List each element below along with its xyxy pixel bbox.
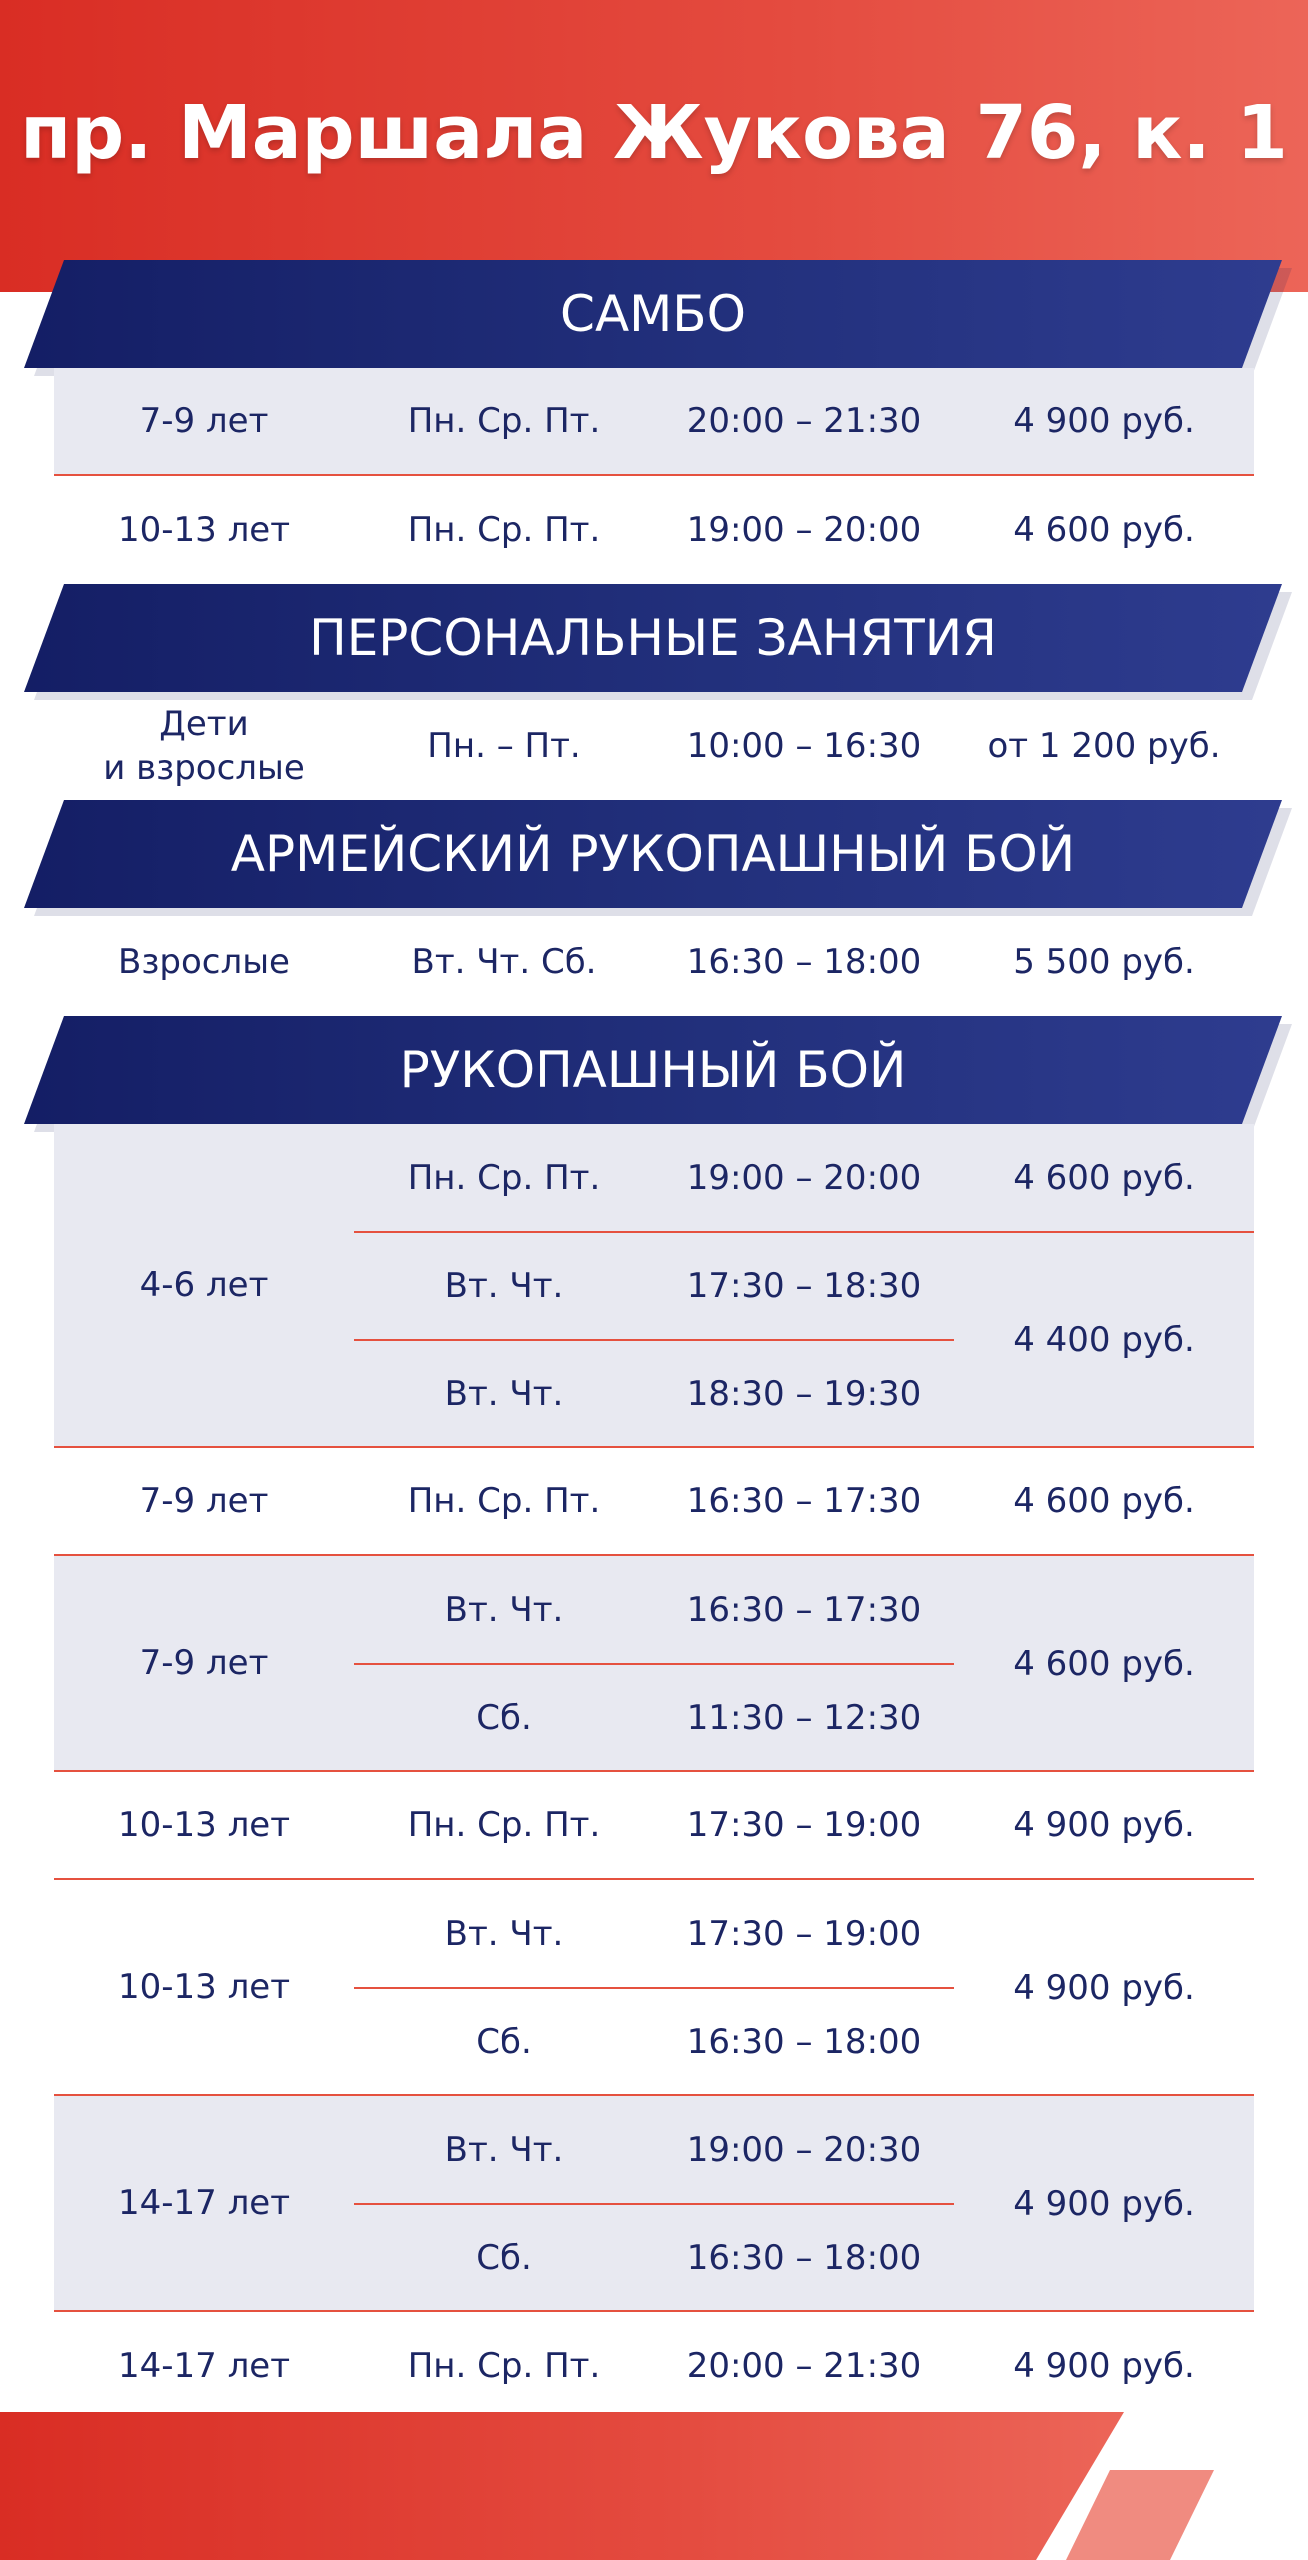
time-cell: 17:30 – 19:00 <box>686 1805 922 1845</box>
table-subrow <box>354 1880 954 1988</box>
time-cell: 16:30 – 17:30 <box>686 1481 922 1521</box>
age-cell: 7-9 лет <box>139 1643 269 1683</box>
days-cell: Вт. Чт. Сб. <box>411 942 597 982</box>
price-cell: 5 500 руб. <box>1013 942 1195 982</box>
table-row-group <box>54 1556 1254 1772</box>
table-subrow <box>354 1556 954 1664</box>
table-subrow <box>354 1664 954 1772</box>
section-banner-army <box>24 800 1282 908</box>
time-cell: 18:30 – 19:30 <box>686 1374 922 1414</box>
time-cell: 17:30 – 19:00 <box>686 1914 922 1954</box>
time-cell: 16:30 – 18:00 <box>686 2238 922 2278</box>
time-cell: 16:30 – 18:00 <box>686 2022 922 2062</box>
days-cell: Сб. <box>476 2238 532 2278</box>
price-cell: 4 900 руб. <box>1013 2346 1195 2386</box>
table-subrow <box>354 1988 954 2096</box>
footer-red-band <box>0 2412 1124 2560</box>
age-cell: 7-9 лет <box>139 401 269 441</box>
table-row <box>54 2312 1254 2420</box>
table-subrow <box>354 2096 954 2204</box>
days-cell: Вт. Чт. <box>444 1590 564 1630</box>
footer-decoration <box>0 2412 1308 2560</box>
days-cell: Пн. Ср. Пт. <box>407 401 601 441</box>
table-row-group <box>54 1124 1254 1448</box>
days-cell: Пн. Ср. Пт. <box>407 1805 601 1845</box>
table-subrow <box>354 2204 954 2312</box>
section-banner-sambo <box>24 260 1282 368</box>
table-subrow <box>354 1232 954 1340</box>
age-line: Дети <box>159 704 249 744</box>
time-cell: 20:00 – 21:30 <box>686 2346 922 2386</box>
time-cell: 17:30 – 18:30 <box>686 1266 922 1306</box>
time-cell: 16:30 – 17:30 <box>686 1590 922 1630</box>
time-cell: 20:00 – 21:30 <box>686 401 922 441</box>
age-cell: 4-6 лет <box>139 1265 269 1305</box>
time-cell: 10:00 – 16:30 <box>686 726 922 766</box>
time-cell: 16:30 – 18:00 <box>686 942 922 982</box>
section-banner-personal <box>24 584 1282 692</box>
age-cell: Взрослые <box>118 942 290 982</box>
table-row <box>54 476 1254 584</box>
table-row <box>54 692 1254 800</box>
price-cell: 4 900 руб. <box>1013 1968 1195 2008</box>
table-row <box>54 1772 1254 1880</box>
age-cell: 10-13 лет <box>117 1967 291 2007</box>
section-title: САМБО <box>560 285 746 343</box>
price-cell: 4 900 руб. <box>1013 1805 1195 1845</box>
price-cell: 4 600 руб. <box>1013 510 1195 550</box>
age-line: и взрослые <box>103 748 305 788</box>
age-cell: 10-13 лет <box>117 1805 291 1845</box>
age-cell: 14-17 лет <box>117 2346 291 2386</box>
table-subrow <box>354 1124 1254 1232</box>
days-cell: Вт. Чт. <box>444 1374 564 1414</box>
time-cell: 11:30 – 12:30 <box>686 1698 922 1738</box>
age-cell: 10-13 лет <box>117 510 291 550</box>
price-cell: 4 400 руб. <box>1013 1320 1195 1360</box>
price-cell: 4 900 руб. <box>1013 2184 1195 2224</box>
age-cell <box>54 692 354 800</box>
table-row <box>54 1448 1254 1556</box>
table-row <box>54 368 1254 476</box>
table-row-group <box>54 1880 1254 2096</box>
days-cell: Пн. Ср. Пт. <box>407 1158 601 1198</box>
section-title: АРМЕЙСКИЙ РУКОПАШНЫЙ БОЙ <box>230 825 1076 883</box>
age-cell: 14-17 лет <box>117 2183 291 2223</box>
table-subrow <box>354 1340 954 1448</box>
section-banner-hand-combat <box>24 1016 1282 1124</box>
price-cell: 4 600 руб. <box>1013 1158 1195 1198</box>
days-cell: Пн. Ср. Пт. <box>407 510 601 550</box>
days-cell: Сб. <box>476 2022 532 2062</box>
time-cell: 19:00 – 20:30 <box>686 2130 922 2170</box>
page-title: пр. Маршала Жукова 76, к. 1 <box>20 90 1288 176</box>
price-cell: 4 900 руб. <box>1013 401 1195 441</box>
table-row <box>54 908 1254 1016</box>
days-cell: Вт. Чт. <box>444 2130 564 2170</box>
age-cell: 7-9 лет <box>139 1481 269 1521</box>
days-cell: Пн. – Пт. <box>427 726 581 766</box>
days-cell: Вт. Чт. <box>444 1266 564 1306</box>
days-cell: Сб. <box>476 1698 532 1738</box>
price-cell: от 1 200 руб. <box>987 726 1221 766</box>
footer-pink-accent <box>1066 2470 1214 2560</box>
time-cell: 19:00 – 20:00 <box>686 1158 922 1198</box>
time-cell: 19:00 – 20:00 <box>686 510 922 550</box>
price-cell: 4 600 руб. <box>1013 1644 1195 1684</box>
days-cell: Пн. Ср. Пт. <box>407 1481 601 1521</box>
days-cell: Вт. Чт. <box>444 1914 564 1954</box>
price-cell: 4 600 руб. <box>1013 1481 1195 1521</box>
section-title: РУКОПАШНЫЙ БОЙ <box>399 1041 907 1099</box>
section-title: ПЕРСОНАЛЬНЫЕ ЗАНЯТИЯ <box>309 609 997 667</box>
table-row-group <box>54 2096 1254 2312</box>
days-cell: Пн. Ср. Пт. <box>407 2346 601 2386</box>
